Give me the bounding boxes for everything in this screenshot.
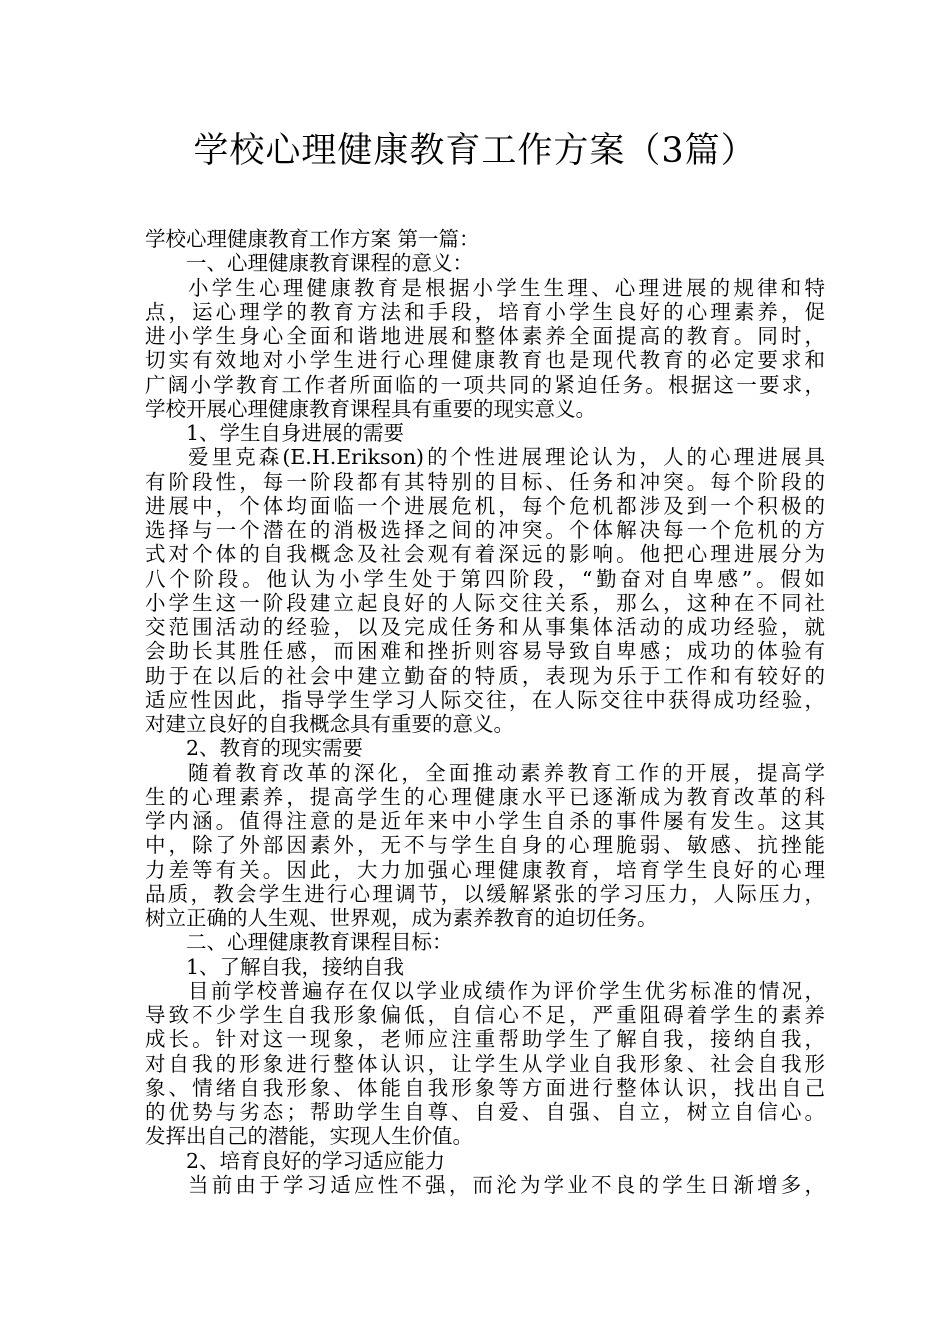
text-line: 对建立良好的自我概念具有重要的意义。 [145,712,514,736]
document-title: 学校心理健康教育工作方案（3篇） [193,131,757,171]
text-line: 进展中，个体均面临一个进展危机，每个危机都涉及到一个积极的 [145,493,825,518]
text-line: 会助长其胜任感，而困难和挫折则容易导致自卑感；成功的体验有 [145,639,825,664]
text-line: 2、教育的现实需要 [186,736,364,761]
text-line: 1、学生自身进展的需要 [186,421,405,445]
text-line: 中，除了外部因素外，无不与学生自身的心理脆弱、敏感、抗挫能 [145,833,825,858]
text-line: 成长。针对这一现象，老师应注重帮助学生了解自我，接纳自我， [145,1027,825,1052]
text-line: 选择与一个潜在的消极选择之间的冲突。个体解决每一个危机的方 [145,518,825,542]
text-line: 随着教育改革的深化，全面推动素养教育工作的开展，提高学 [188,760,825,785]
text-line: 树立正确的人生观、世界观，成为素养教育的迫切任务。 [145,906,658,930]
text-line: 学校心理健康教育工作方案 第一篇： [145,227,480,251]
text-line: 小学生心理健康教育是根据小学生生理、心理进展的规律和特 [188,275,825,300]
text-line: 八个阶段。他认为小学生处于第四阶段，“勤奋对自卑感”。假如 [145,566,825,591]
text-line: 广阔小学教育工作者所面临的一项共同的紧迫任务。根据这一要求， [145,372,825,397]
text-line: 学内涵。值得注意的是近年来中小学生自杀的事件屡有发生。这其 [145,809,825,833]
text-line: 目前学校普遍存在仅以学业成绩作为评价学生优劣标准的情况， [188,978,825,1003]
text-line: 交范围活动的经验，以及完成任务和从事集体活动的成功经验，就 [145,615,825,639]
text-line: 发挥出自己的潜能，实现人生价值。 [145,1124,473,1149]
text-line: 一、心理健康教育课程的意义： [186,251,473,276]
text-line: 切实有效地对小学生进行心理健康教育也是现代教育的必定要求和 [145,348,825,373]
text-line: 1、了解自我，接纳自我 [186,954,405,979]
text-line: 助于在以后的社会中建立勤奋的特质，表现为乐于工作和有较好的 [145,663,825,688]
text-line: 对自我的形象进行整体认识，让学生从学业自我形象、社会自我形 [145,1051,825,1076]
text-line: 进小学生身心全面和谐地进展和整体素养全面提高的教育。同时， [145,324,825,348]
text-line: 象、情绪自我形象、体能自我形象等方面进行整体认识，找出自己 [145,1075,825,1100]
text-line: 有阶段性，每一阶段都有其特别的目标、任务和冲突。每个阶段的 [145,469,825,494]
text-line: 学校开展心理健康教育课程具有重要的现实意义。 [145,396,596,421]
text-line: 当前由于学习适应性不强，而沦为学业不良的学生日渐增多， [188,1172,825,1197]
text-line: 二、心理健康教育课程目标： [186,930,453,955]
text-line: 适应性因此，指导学生学习人际交往，在人际交往中获得成功经验， [145,687,825,712]
text-line: 生的心理素养，提高学生的心理健康水平已逐渐成为教育改革的科 [145,784,825,809]
text-line: 点，运心理学的教育方法和手段，培育小学生良好的心理素养，促 [145,299,825,324]
document-body [145,227,825,1197]
text-line: 小学生这一阶段建立起良好的人际交往关系，那么，这种在不同社 [145,590,825,615]
text-line: 的优势与劣态；帮助学生自尊、自爱、自强、自立，树立自信心。 [145,1100,825,1124]
text-line: 力差等有关。因此，大力加强心理健康教育，培育学生良好的心理 [145,857,825,882]
text-line: 2、培育良好的学习适应能力 [186,1148,446,1173]
text-line: 品质，教会学生进行心理调节，以缓解紧张的学习压力，人际压力， [145,881,825,906]
text-line: 爱里克森(E.H.Erikson)的个性进展理论认为，人的心理进展具 [188,445,825,470]
text-line: 导致不少学生自我形象偏低，自信心不足，严重阻碍着学生的素养 [145,1003,825,1027]
text-line: 式对个体的自我概念及社会观有着深远的影响。他把心理进展分为 [145,542,825,567]
